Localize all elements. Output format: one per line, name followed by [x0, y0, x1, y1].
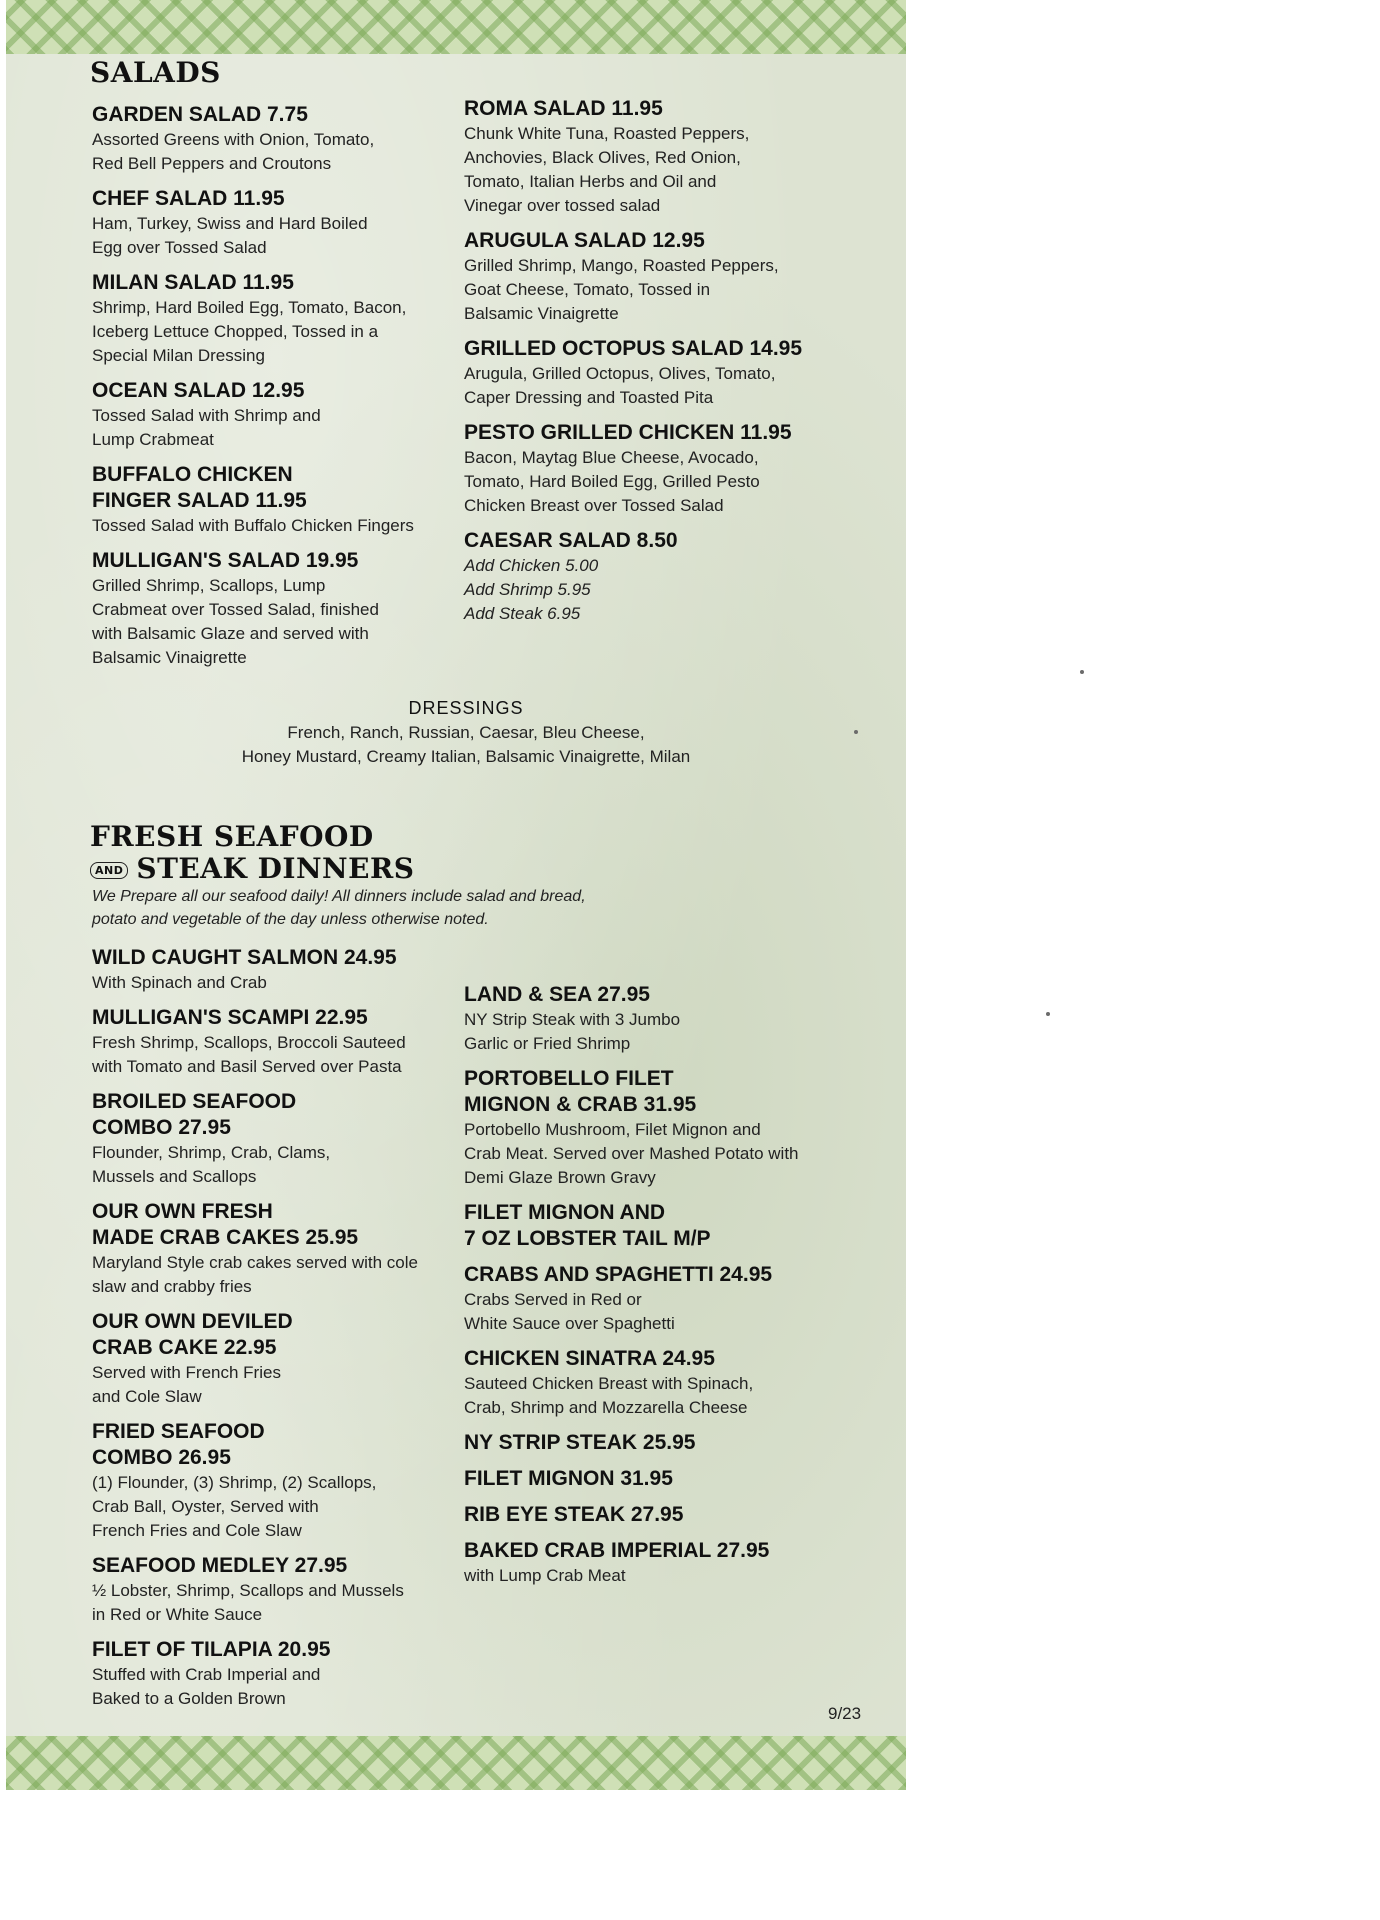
menu-item: [464, 1466, 864, 1492]
item-description: Baked to a Golden Brown: [92, 1689, 286, 1708]
menu-item: [92, 270, 442, 368]
item-description: Balsamic Vinaigrette: [92, 648, 247, 667]
dinners-intro: We Prepare all our seafood daily! All dinners include salad and bread, potato and vegetable of the day unless otherwise noted.: [92, 888, 586, 928]
item-description: French Fries and Cole Slaw: [92, 1521, 302, 1540]
item-description: Red Bell Peppers and Croutons: [92, 154, 332, 173]
menu-item: [464, 1346, 864, 1420]
item-description: Chunk White Tuna, Roasted Peppers,: [464, 124, 750, 143]
salads-right-column: [464, 96, 864, 636]
menu-item: [92, 1419, 442, 1543]
item-description: With Spinach and Crab: [92, 973, 267, 992]
item-description: Tossed Salad with Shrimp and: [92, 406, 321, 425]
dinners-right-column: [464, 982, 864, 1598]
and-badge: AND: [90, 862, 128, 879]
item-description: Tomato, Hard Boiled Egg, Grilled Pesto: [464, 472, 760, 491]
menu-item: [92, 1553, 442, 1627]
item-name: MULLIGAN'S SALAD 19.95: [92, 549, 359, 572]
item-name: CAESAR SALAD 8.50: [464, 529, 678, 552]
menu-item: [92, 378, 442, 452]
salads-left-column: [92, 102, 442, 680]
item-description: Shrimp, Hard Boiled Egg, Tomato, Bacon,: [92, 298, 407, 317]
celtic-knot-border-bottom: [6, 1736, 906, 1790]
menu-page: [6, 0, 906, 1790]
item-name: NY STRIP STEAK 25.95: [464, 1431, 696, 1454]
menu-item: [92, 186, 442, 260]
item-description: Crab, Shrimp and Mozzarella Cheese: [464, 1398, 748, 1417]
item-description: NY Strip Steak with 3 Jumbo: [464, 1010, 681, 1029]
menu-item: [464, 1502, 864, 1528]
item-description: Mussels and Scallops: [92, 1167, 257, 1186]
item-description: with Lump Crab Meat: [464, 1566, 626, 1585]
salads-heading: SALADS: [90, 56, 221, 89]
item-name: BROILED SEAFOOD COMBO 27.95: [92, 1090, 297, 1139]
item-description: Crab Meat. Served over Mashed Potato with: [464, 1144, 799, 1163]
item-name: OUR OWN DEVILED CRAB CAKE 22.95: [92, 1310, 293, 1359]
dinners-heading-text: STEAK DINNERS: [136, 852, 415, 885]
item-name: OUR OWN FRESH MADE CRAB CAKES 25.95: [92, 1200, 359, 1249]
item-description: Garlic or Fried Shrimp: [464, 1034, 631, 1053]
item-name: PORTOBELLO FILET MIGNON & CRAB 31.95: [464, 1067, 697, 1116]
item-description: Special Milan Dressing: [92, 346, 265, 365]
item-description: Lump Crabmeat: [92, 430, 214, 449]
item-description: Maryland Style crab cakes served with cole: [92, 1253, 418, 1272]
menu-item: [464, 1066, 864, 1190]
item-name: CHICKEN SINATRA 24.95: [464, 1347, 715, 1370]
item-description: Ham, Turkey, Swiss and Hard Boiled: [92, 214, 368, 233]
item-name: CHEF SALAD 11.95: [92, 187, 285, 210]
menu-item: [92, 462, 442, 538]
menu-item: [92, 102, 442, 176]
item-name: MILAN SALAD 11.95: [92, 271, 294, 294]
menu-item: [464, 1538, 864, 1588]
item-description: ½ Lobster, Shrimp, Scallops and Mussels: [92, 1581, 404, 1600]
item-name: GRILLED OCTOPUS SALAD 14.95: [464, 337, 803, 360]
menu-item: [92, 1005, 442, 1079]
menu-item: [464, 336, 864, 410]
item-name: FILET MIGNON 31.95: [464, 1467, 673, 1490]
item-name: BAKED CRAB IMPERIAL 27.95: [464, 1539, 770, 1562]
item-description: Assorted Greens with Onion, Tomato,: [92, 130, 375, 149]
menu-item: [464, 96, 864, 218]
item-description: Crabs Served in Red or: [464, 1290, 642, 1309]
item-name: BUFFALO CHICKEN FINGER SALAD 11.95: [92, 463, 307, 512]
item-description: Sauteed Chicken Breast with Spinach,: [464, 1374, 754, 1393]
item-description: Grilled Shrimp, Mango, Roasted Peppers,: [464, 256, 779, 275]
item-name: ROMA SALAD 11.95: [464, 97, 663, 120]
item-name: CRABS AND SPAGHETTI 24.95: [464, 1263, 773, 1286]
dressings-block: [126, 695, 806, 769]
scan-speck: [1080, 670, 1084, 674]
item-description: Tossed Salad with Buffalo Chicken Fingers: [92, 516, 414, 535]
item-description: Balsamic Vinaigrette: [464, 304, 619, 323]
item-description: with Tomato and Basil Served over Pasta: [92, 1057, 402, 1076]
menu-item: [464, 1262, 864, 1336]
item-description: Anchovies, Black Olives, Red Onion,: [464, 148, 741, 167]
menu-item: [464, 1200, 864, 1252]
item-description: in Red or White Sauce: [92, 1605, 263, 1624]
item-name: FILET MIGNON AND 7 OZ LOBSTER TAIL M/P: [464, 1201, 711, 1250]
item-description: Demi Glaze Brown Gravy: [464, 1168, 656, 1187]
menu-item: [92, 548, 442, 670]
page-number: 9/23: [828, 1704, 862, 1723]
item-name: FRIED SEAFOOD COMBO 26.95: [92, 1420, 265, 1469]
menu-item: [92, 1309, 442, 1409]
dinners-left-column: [92, 945, 442, 1721]
celtic-knot-border-top: [6, 0, 906, 54]
item-name: WILD CAUGHT SALMON 24.95: [92, 946, 397, 969]
menu-item: [92, 1199, 442, 1299]
item-name: PESTO GRILLED CHICKEN 11.95: [464, 421, 792, 444]
item-description: Caper Dressing and Toasted Pita: [464, 388, 714, 407]
item-description: Served with French Fries: [92, 1363, 281, 1382]
item-description: Flounder, Shrimp, Crab, Clams,: [92, 1143, 331, 1162]
dinners-heading-line-1: FRESH SEAFOOD: [90, 820, 374, 853]
item-name: GARDEN SALAD 7.75: [92, 103, 308, 126]
item-description: Portobello Mushroom, Filet Mignon and: [464, 1120, 761, 1139]
item-description: with Balsamic Glaze and served with: [92, 624, 369, 643]
item-description: Fresh Shrimp, Scallops, Broccoli Sauteed: [92, 1033, 406, 1052]
item-description: and Cole Slaw: [92, 1387, 202, 1406]
item-name: RIB EYE STEAK 27.95: [464, 1503, 684, 1526]
item-description: Crab Ball, Oyster, Served with: [92, 1497, 319, 1516]
menu-item: [464, 528, 864, 626]
item-description: Stuffed with Crab Imperial and: [92, 1665, 321, 1684]
item-description: Iceberg Lettuce Chopped, Tossed in a: [92, 322, 379, 341]
item-description: Grilled Shrimp, Scallops, Lump: [92, 576, 326, 595]
menu-item: [92, 1637, 442, 1711]
menu-item: [464, 228, 864, 326]
add-on-option: Add Chicken 5.00: [464, 556, 599, 575]
item-description: Arugula, Grilled Octopus, Olives, Tomato,: [464, 364, 776, 383]
item-description: Bacon, Maytag Blue Cheese, Avocado,: [464, 448, 759, 467]
item-name: FILET OF TILAPIA 20.95: [92, 1638, 331, 1661]
dressings-line-1: French, Ranch, Russian, Caesar, Bleu Cheese,: [287, 723, 645, 742]
item-description: Chicken Breast over Tossed Salad: [464, 496, 724, 515]
menu-item: [92, 1089, 442, 1189]
dressings-heading: DRESSINGS: [408, 698, 524, 718]
add-on-option: Add Steak 6.95: [464, 604, 581, 623]
menu-item: [464, 1430, 864, 1456]
item-description: Egg over Tossed Salad: [92, 238, 267, 257]
item-description: Goat Cheese, Tomato, Tossed in: [464, 280, 711, 299]
item-description: Tomato, Italian Herbs and Oil and: [464, 172, 717, 191]
scan-speck: [1046, 1012, 1050, 1016]
item-name: OCEAN SALAD 12.95: [92, 379, 305, 402]
dinners-heading-line-2: [90, 852, 414, 885]
item-description: White Sauce over Spaghetti: [464, 1314, 675, 1333]
item-description: Vinegar over tossed salad: [464, 196, 661, 215]
item-name: MULLIGAN'S SCAMPI 22.95: [92, 1006, 368, 1029]
item-description: Crabmeat over Tossed Salad, finished: [92, 600, 379, 619]
item-description: slaw and crabby fries: [92, 1277, 252, 1296]
item-name: LAND & SEA 27.95: [464, 983, 650, 1006]
menu-item: [464, 420, 864, 518]
dressings-line-2: Honey Mustard, Creamy Italian, Balsamic Vinaigrette, Milan: [241, 747, 691, 766]
item-description: (1) Flounder, (3) Shrimp, (2) Scallops,: [92, 1473, 377, 1492]
scan-speck: [854, 730, 858, 734]
item-name: SEAFOOD MEDLEY 27.95: [92, 1554, 348, 1577]
menu-item: [464, 982, 864, 1056]
menu-item: [92, 945, 442, 995]
add-on-option: Add Shrimp 5.95: [464, 580, 591, 599]
item-name: ARUGULA SALAD 12.95: [464, 229, 705, 252]
